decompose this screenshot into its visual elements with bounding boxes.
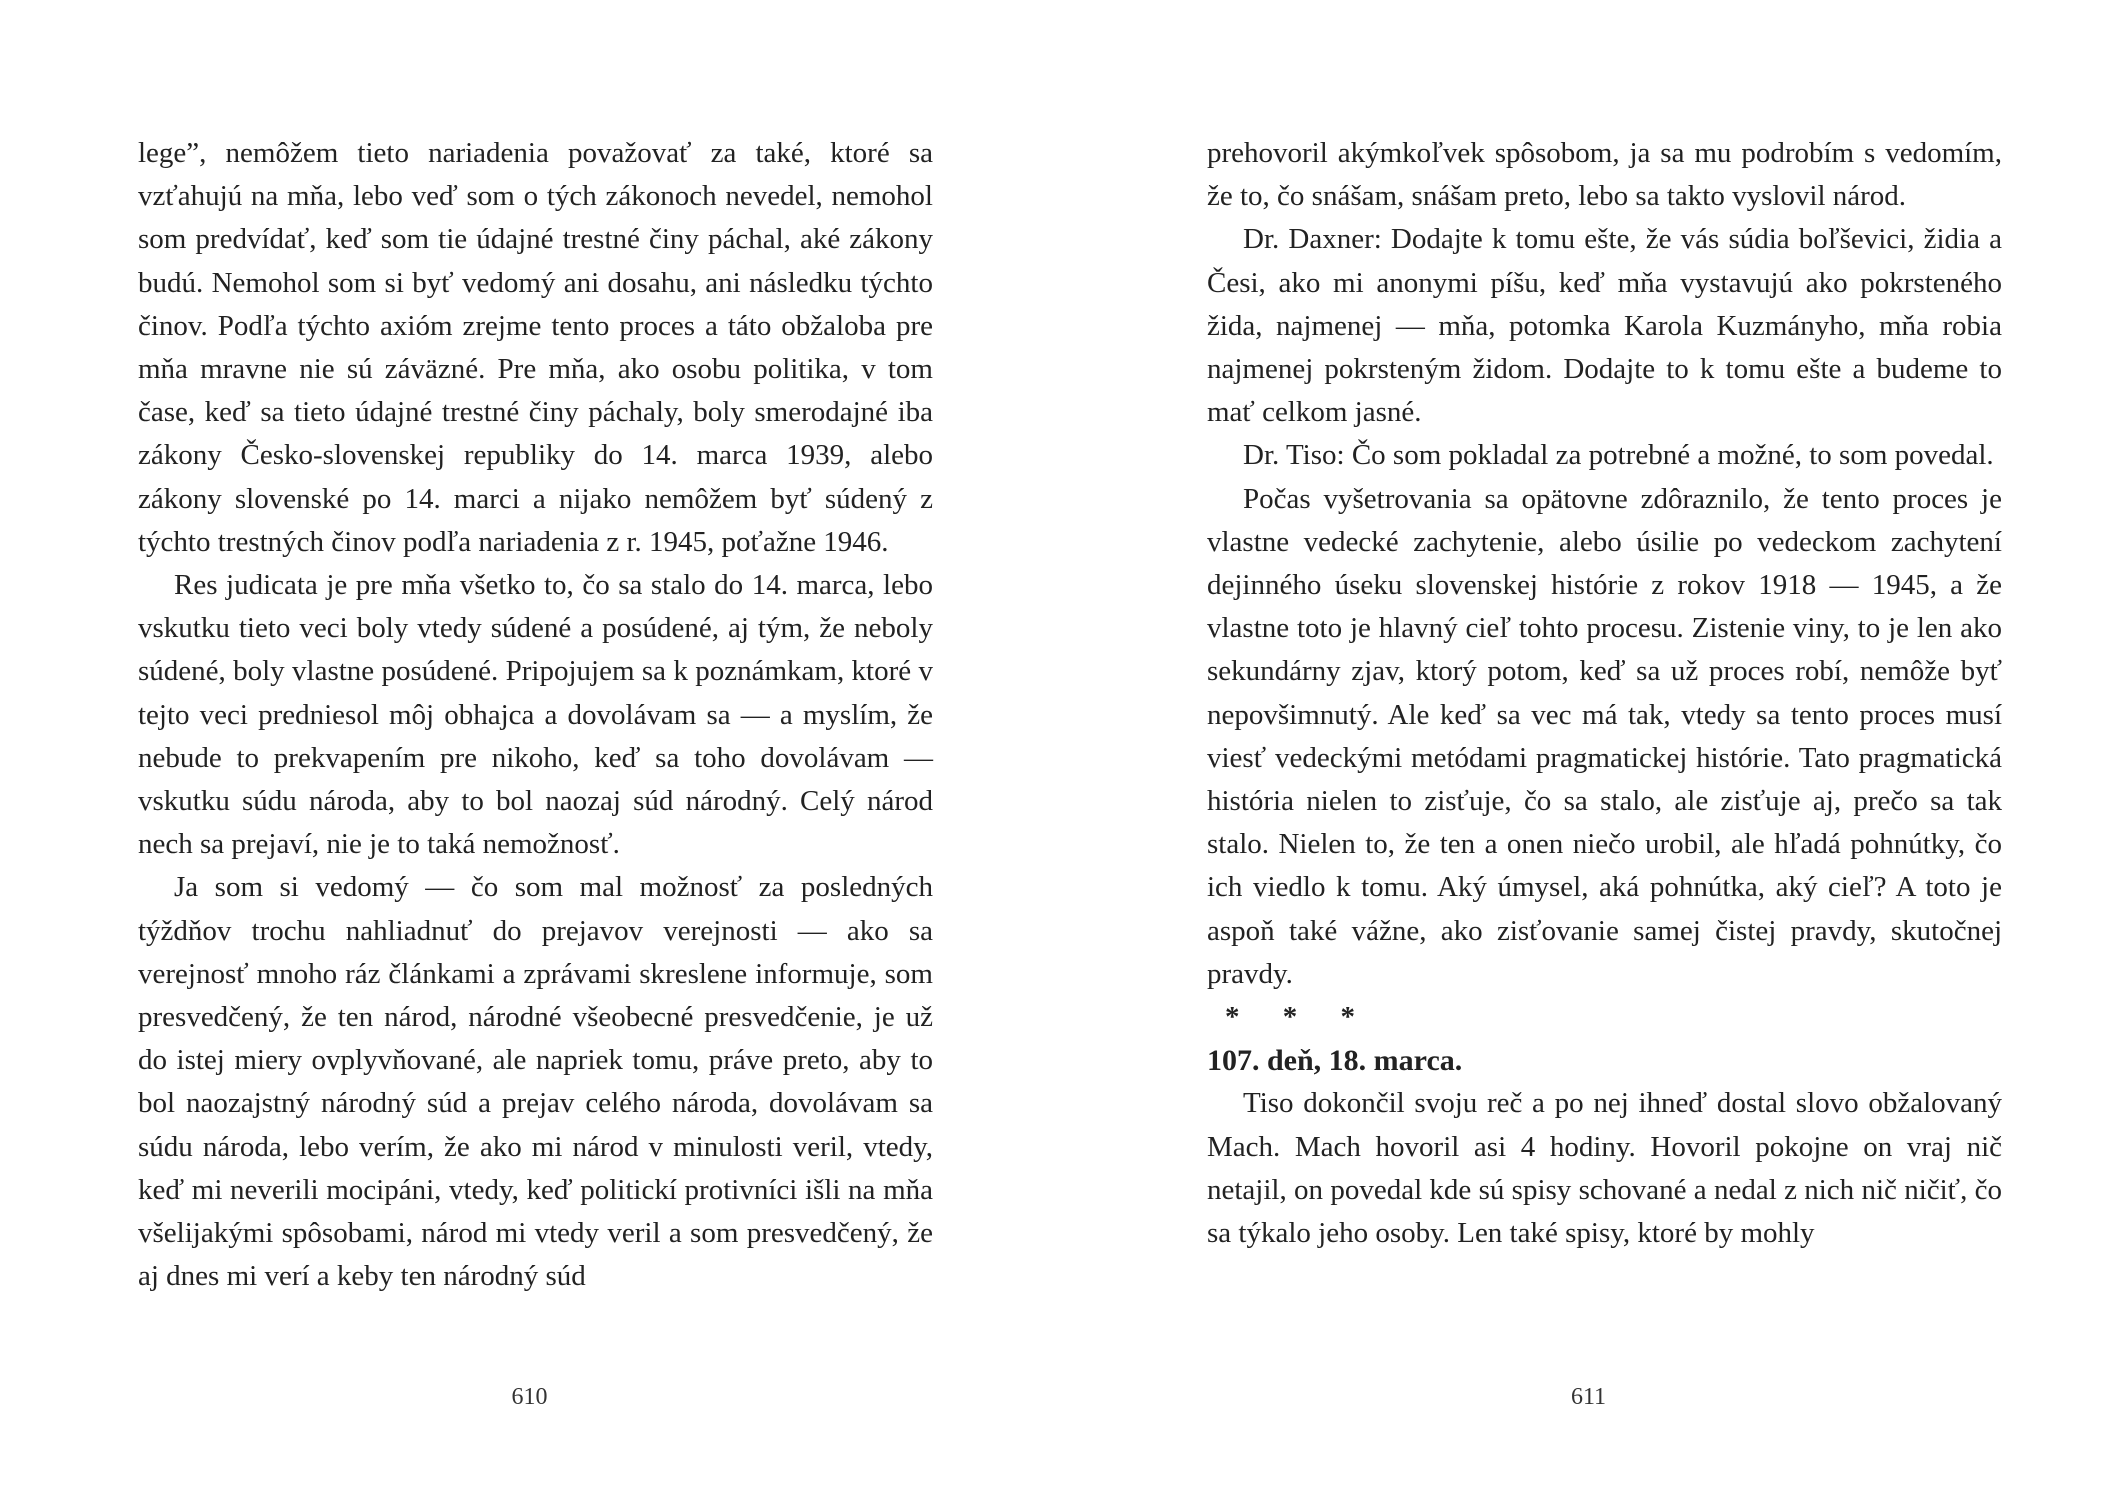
paragraph: prehovoril akýmkoľvek spôsobom, ja sa mu podrobím s vedomím, že to, čo snášam, snášam preto, lebo sa takto vyslovil národ. bbox=[1207, 137, 2002, 213]
right-page bbox=[1059, 0, 2118, 1500]
section-separator: * * * bbox=[1225, 1001, 1373, 1034]
page-number: 611 bbox=[1570, 1384, 1607, 1410]
paragraph: Dr. Tiso: Čo som pokladal za potrebné a možné, to som povedal. bbox=[1243, 439, 1994, 472]
paragraph: Ja som si vedomý — čo som mal možnosť za posledných týždňov trochu nahliadnuť do prejavov verejnosti — ako sa verejnosť mnoho ráz článkami a zprávami skreslene informuje, som presvedčený, že ten národ, národné všeobecné presvedčenie, je už do istej miery ovplyvňované, ale napriek tomu, práve preto, aby to bol naozajstný národný súd a prejav celého národa, dovolávam sa súdu národa, lebo verím, že ako mi národ v minulosti veril, vtedy, keď mi neverili mocipáni, vtedy, keď politickí protivníci išli na mňa všelijakými spôsobami, národ mi vtedy veril a som presvedčený, že aj dnes mi verí a keby ten národný súd bbox=[138, 871, 933, 1293]
right-page-text bbox=[1207, 132, 2002, 1255]
paragraph: lege”, nemôžem tieto nariadenia považovať za také, ktoré sa vzťahujú na mňa, lebo veď som o tých zákonoch nevedel, nemohol som predvídať, keď som tie údajné trestné činy páchal, aké zákony budú. Nemohol som si byť vedomý ani dosahu, ani následku týchto činov. Podľa týchto axióm zrejme tento proces a táto obžaloba pre mňa mravne nie sú záväzné. Pre mňa, ako osobu politika, v tom čase, keď sa tieto údajné trestné činy páchaly, boly smerodajné iba zákony Česko-slovenskej republiky do 14. marca 1939, alebo zákony slovenské po 14. marci a nijako nemôžem byť súdený z týchto trestných činov podľa nariadenia z r. 1945, poťažne 1946. bbox=[138, 137, 933, 558]
left-page-text bbox=[138, 132, 933, 1298]
page-number: 610 bbox=[511, 1384, 548, 1410]
paragraph: Res judicata je pre mňa všetko to, čo sa stalo do 14. marca, lebo vskutku tieto veci boly vtedy súdené a posúdené, aj tým, že neboly súdené, boly vlastne posúdené. Pripojujem sa k poznámkam, ktoré v tejto veci predniesol môj obhajca a dovolávam sa — a myslím, že nebude to prekvapením pre nikoho, keď sa toho dovolávam — vskutku súdu národa, aby to bol naozaj súd národný. Celý národ nech sa prejaví, nie je to taká nemožnosť. bbox=[138, 569, 933, 861]
paragraph: Tiso dokončil svoju reč a po nej ihneď dostal slovo obžalovaný Mach. Mach hovoril asi 4 hodiny. Hovoril pokojne on vraj nič netajil, on povedal kde sú spisy schované a nedal z nich nič ničiť, čo sa týkalo jeho osoby. Len také spisy, ktoré by mohly bbox=[1207, 1087, 2002, 1250]
section-heading: 107. deň, 18. marca. bbox=[1207, 1044, 1463, 1078]
paragraph: Počas vyšetrovania sa opätovne zdôraznilo, že tento proces je vlastne vedecké zachytenie, alebo úsilie po vedeckom zachytení dejinného úseku slovenskej histórie z rokov 1918 — 1945, a že vlastne toto je hlavný cieľ tohto procesu. Zistenie viny, to je len ako sekundárny zjav, ktorý potom, keď sa už proces robí, nemôže byť nepovšimnutý. Ale keď sa vec má tak, vtedy sa tento proces musí viesť vedeckými metódami pragmatickej histórie. Tato pragmatická história nielen to zisťuje, čo sa stalo, ale zisťuje aj, prečo sa tak stalo. Nielen to, že ten a onen niečo urobil, ale hľadá pohnútky, čo ich viedlo k tomu. Aký úmysel, aká pohnútka, aký cieľ? A toto je aspoň také vážne, ako zisťovanie samej čistej pravdy, skutočnej pravdy. bbox=[1207, 482, 2002, 990]
paragraph: Dr. Daxner: Dodajte k tomu ešte, že vás súdia boľševici, židia a Česi, ako mi anonymi píšu, keď mňa vystavujú ako pokrsteného žida, najmenej — mňa, potomka Karola Kuzmányho, mňa robia najmenej pokrsteným židom. Dodajte to k tomu ešte a budeme to mať celkom jasné. bbox=[1207, 223, 2002, 429]
